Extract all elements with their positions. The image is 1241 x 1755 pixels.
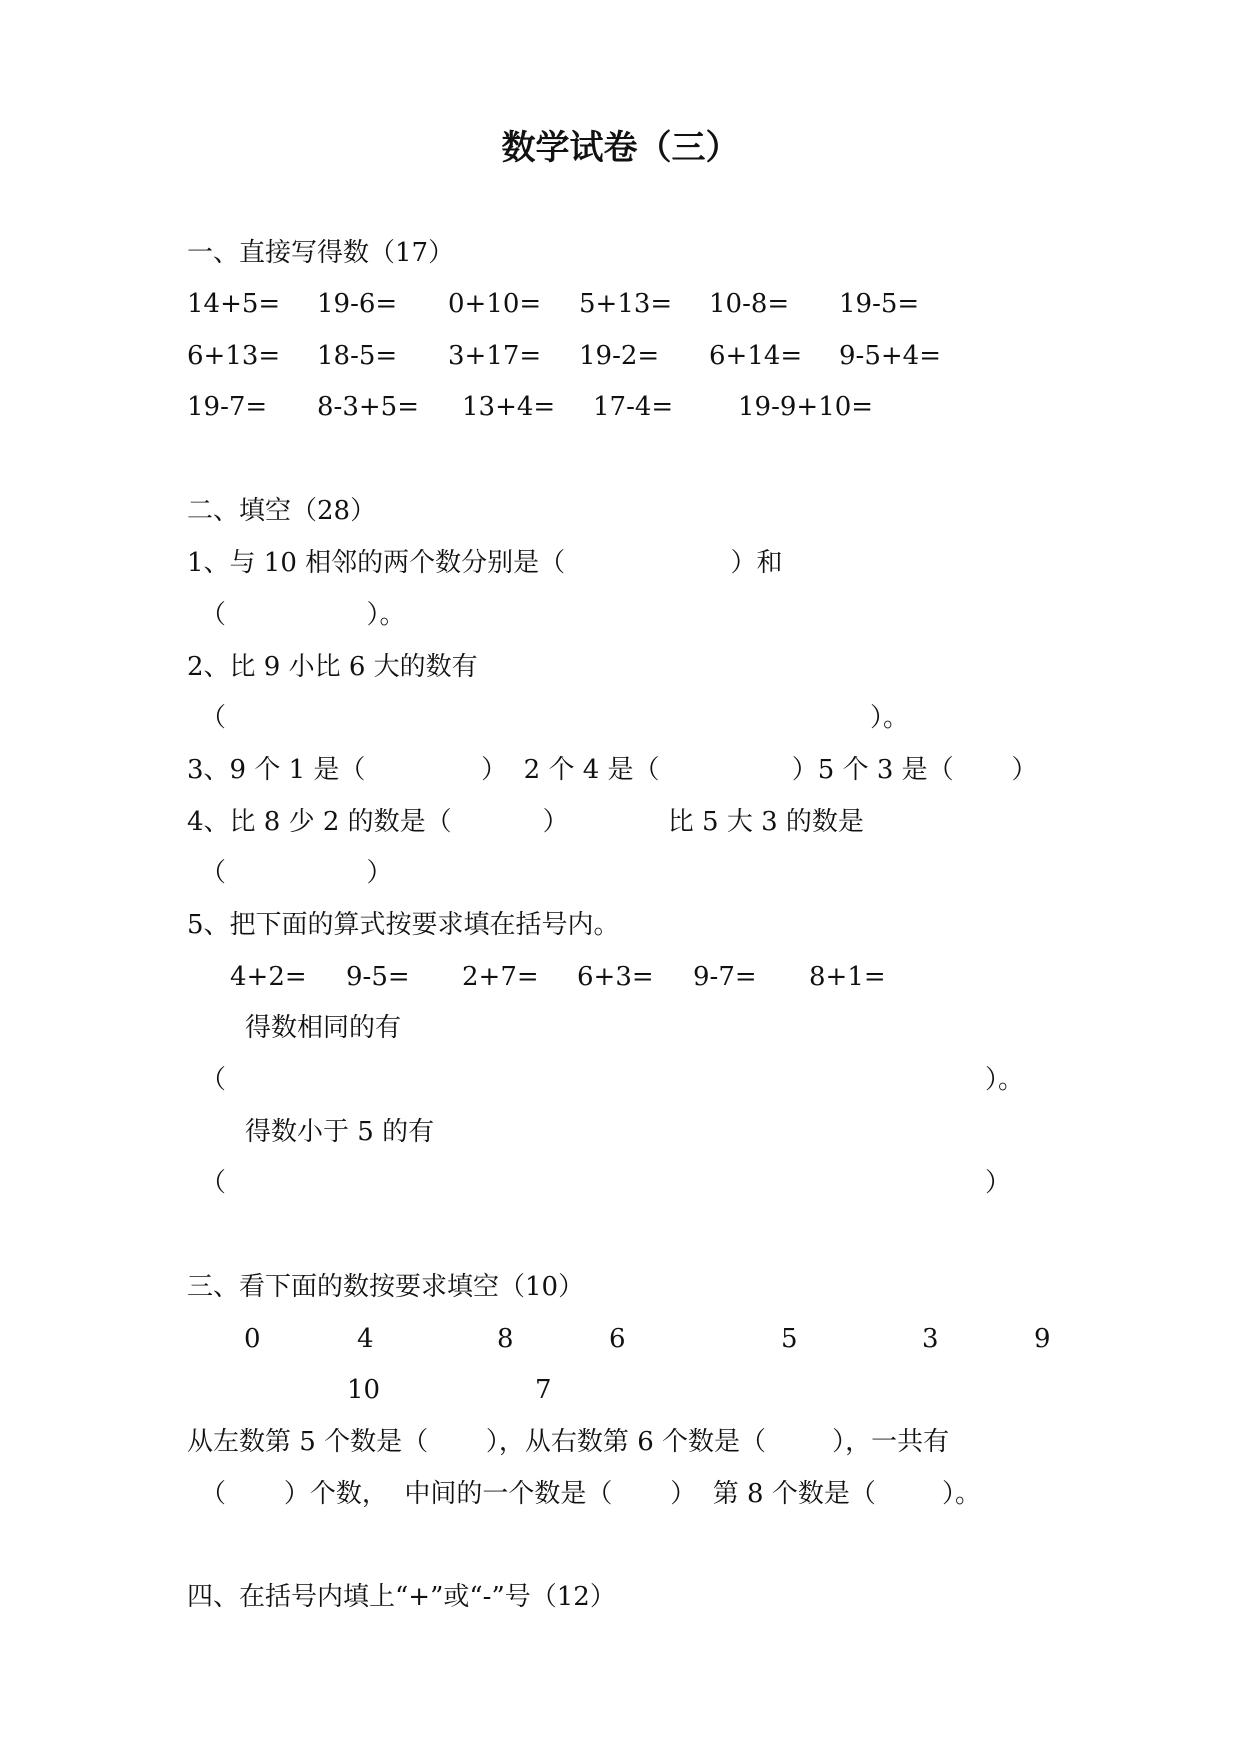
- q5-less-label: 得数小于 5 的有: [245, 1117, 435, 1147]
- expr: 5+13=: [579, 289, 673, 319]
- section2-heading: 二、填空（28）: [187, 496, 377, 526]
- answer-close-paren: ）。: [870, 703, 910, 733]
- number: 8: [497, 1324, 514, 1354]
- section4-heading: 四、在括号内填上“+”或“-”号（12）: [187, 1582, 616, 1612]
- expr: 19-2=: [579, 341, 660, 371]
- section3-line1: 从左数第 5 个数是（ ），从右数第 6 个数是（ ），一共有: [187, 1427, 950, 1457]
- answer-close-paren: ）。: [985, 1065, 1025, 1095]
- q5-expr: 9-7=: [693, 962, 757, 992]
- expr: 19-9+10=: [738, 392, 874, 422]
- number: 10: [347, 1375, 381, 1405]
- expr: 8-3+5=: [317, 392, 419, 422]
- answer-open-paren: （: [200, 703, 227, 733]
- expr: 19-7=: [187, 392, 268, 422]
- expr: 13+4=: [462, 392, 556, 422]
- number: 3: [922, 1324, 939, 1354]
- number: 7: [535, 1375, 552, 1405]
- q5-expr: 6+3=: [577, 962, 654, 992]
- question-1b: （ ）。: [200, 600, 406, 630]
- number: 9: [1034, 1324, 1051, 1354]
- q5-expr: 9-5=: [346, 962, 410, 992]
- question-4b: （ ）: [200, 858, 393, 888]
- question-2a: 2、比 9 小比 6 大的数有: [187, 652, 478, 682]
- expr: 6+13=: [187, 341, 281, 371]
- answer-open-paren: （: [200, 1168, 227, 1198]
- expr: 18-5=: [317, 341, 398, 371]
- question-1a: 1、与 10 相邻的两个数分别是（ ）和: [187, 548, 783, 578]
- expr: 14+5=: [187, 289, 281, 319]
- number: 4: [357, 1324, 374, 1354]
- question-5: 5、把下面的算式按要求填在括号内。: [187, 910, 620, 940]
- expr: 0+10=: [448, 289, 542, 319]
- expr: 17-4=: [593, 392, 674, 422]
- answer-close-paren: ）: [985, 1168, 1012, 1198]
- expr: 10-8=: [709, 289, 790, 319]
- expr: 3+17=: [448, 341, 542, 371]
- q5-expr: 8+1=: [809, 962, 886, 992]
- question-4a: 4、比 8 少 2 的数是（ ） 比 5 大 3 的数是: [187, 807, 864, 837]
- number: 5: [781, 1324, 798, 1354]
- section1-heading: 一、直接写得数（17）: [187, 238, 455, 268]
- answer-open-paren: （: [200, 1065, 227, 1095]
- expr: 6+14=: [709, 341, 803, 371]
- section3-heading: 三、看下面的数按要求填空（10）: [187, 1272, 585, 1302]
- page-title: 数学试卷（三）: [501, 128, 740, 168]
- number: 0: [244, 1324, 261, 1354]
- expr: 19-5=: [839, 289, 920, 319]
- section3-line2: （ ）个数， 中间的一个数是（ ） 第 8 个数是（ ）。: [200, 1479, 981, 1509]
- q5-expr: 2+7=: [462, 962, 539, 992]
- q5-same-label: 得数相同的有: [245, 1013, 402, 1043]
- number: 6: [609, 1324, 626, 1354]
- question-3: 3、9 个 1 是（ ） 2 个 4 是（ ）5 个 3 是（ ）: [187, 755, 1038, 785]
- expr: 19-6=: [317, 289, 398, 319]
- q5-expr: 4+2=: [230, 962, 307, 992]
- expr: 9-5+4=: [839, 341, 941, 371]
